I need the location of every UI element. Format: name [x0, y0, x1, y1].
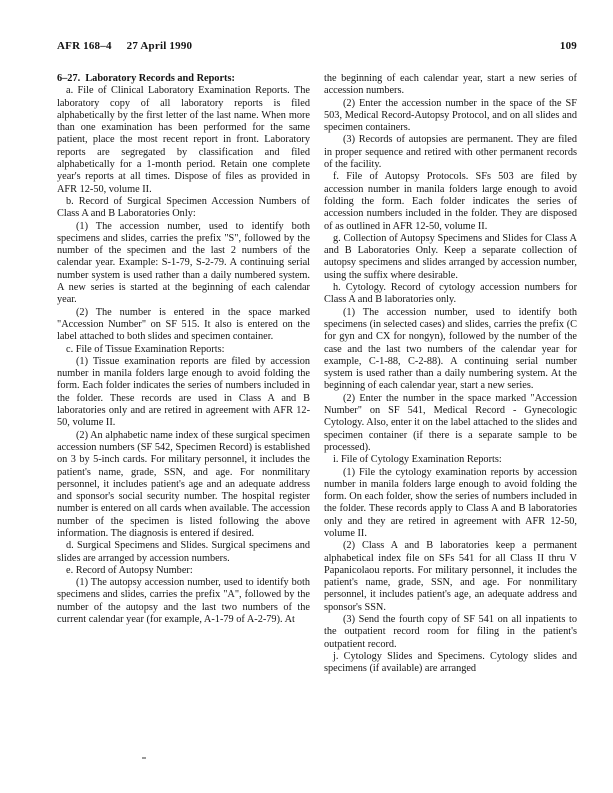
scan-artifact	[142, 757, 146, 759]
paragraph: i. File of Cytology Examination Reports:	[333, 454, 502, 466]
section-heading: 6–27. Laboratory Records and Reports:	[57, 73, 235, 84]
paragraph: j. Cytology Slides and Specimens. Cytology slides and specimens (if available) are arranged	[324, 650, 577, 675]
left-column	[57, 73, 310, 676]
paragraph: (3) Send the fourth copy of SF 541 on all inpatients to the outpatient record room for filing in the patient's outpatient record.	[324, 614, 577, 650]
paragraph: (2) An alphabetic name index of these surgical specimen accession numbers (SF 542, Specimen Record) is established on 3 by 5-inch cards. For military personnel, it includes the patient's name, grade, SSN, and age. For nonmilitary personnel, it includes patient's age and an adequate address and sponsor's social security number. The hospital register number is entered on all cards when available. The accession number of the specimen is listed following the above information. The diagnosis is entered if desired.	[57, 429, 310, 539]
paragraph: the beginning of each calendar year, start a new series of accession numbers.	[324, 73, 577, 97]
paragraph: (3) Records of autopsies are permanent. They are filed in proper sequence and retired with other permanent records of the facility.	[324, 134, 577, 171]
paragraph: c. File of Tissue Examination Reports:	[66, 343, 225, 355]
paragraph: g. Collection of Autopsy Specimens and Slides for Class A and B Laboratories Only. Keep a separate collection of autopsy specimens and slides arranged by accession number, using the suffix where desirable.	[324, 232, 577, 281]
document-id: AFR 168–4	[57, 40, 112, 52]
paragraph: (1) The autopsy accession number, used to identify both specimens and slides, carries the prefix "A", followed by the number of the autopsy and the last two numbers of the current calendar year (for example, A-1-79 of A-2-79). At	[57, 577, 310, 626]
paragraph: (1) File the cytology examination reports by accession number in manila folders large enough to avoid folding the form. On each folder, show the series of numbers included in the folder. These records apply to Class A and B laboratories only and they are retired in agreement with AFR 12-50, volume II.	[324, 466, 577, 539]
document-date: 27 April 1990	[126, 40, 193, 52]
paragraph: (2) Class A and B laboratories keep a permanent alphabetical index file on SFs 541 for all Class II thru V Papanicolaou reports. For military personnel, it includes the patient's name, grade, SSN, and age. For nonmilitary personnel, it includes patient's age, an adequate address and sponsor's SSN.	[324, 540, 577, 613]
page-header	[57, 40, 577, 52]
paragraph: (2) Enter the number in the space marked "Accession Number" on SF 541, Medical Record - Gynecologic Cytology. Also, enter it on the label attached to the slides and specimen container (if there is a separate sample to be processed).	[324, 392, 577, 453]
two-column-body	[57, 73, 577, 676]
paragraph: (2) Enter the accession number in the space of the SF 503, Medical Record-Autopsy Protocol, and on all slides and specimen containers.	[324, 97, 577, 134]
paragraph: a. File of Clinical Laboratory Examination Reports. The laboratory copy of all laboratory reports is filed alphabetically by the first letter of the last name. When more than one examination has been performed for the same patient, place the most recent report in front. Laboratory reports are segregated by classification and filed alphabetically for a 1-month period. Retain one complete year's reports at all times. Dispose of files as provided in AFR 12-50, volume II.	[57, 85, 310, 195]
right-column	[324, 73, 577, 676]
paragraph: (1) The accession number, used to identify both specimens (in selected cases) and slides, carries the prefix (C for gyn and CX for nongyn), followed by the number of the case and the last two numbers of the calendar year for example, C-1-88, C-2-88). A continuing serial number system is used rather than a daily numbering system. At the beginning of each calendar year, start a new series.	[324, 306, 577, 392]
paragraph: h. Cytology. Record of cytology accession numbers for Class A and B laboratories only.	[324, 282, 577, 306]
page-number: 109	[559, 40, 577, 52]
paragraph: (1) Tissue examination reports are filed by accession number in manila folders large enough to avoid folding the form. Each folder indicates the series of numbers included in the folder. These records are used in Class A and B laboratories only and are retired in agreement with AFR 12-50, volume II.	[57, 355, 310, 429]
paragraph: b. Record of Surgical Specimen Accession Numbers of Class A and B Laboratories Only:	[57, 195, 310, 220]
paragraph: (1) The accession number, used to identify both specimens and slides, carries the prefix "S", followed by the number of the specimen and the last 2 numbers of the calendar year. Example: S-1-79, S-2-79. A continuing serial number system is used rather than a daily numbered system. A new series is started at the beginning of each calendar year.	[57, 220, 310, 306]
paragraph: f. File of Autopsy Protocols. SFs 503 are filed by accession number in manila folders large enough to avoid folding the form. Each folder indicates the series of accession numbers included in the folder. They are disposed of as outlined in AFR 12-50, volume II.	[324, 171, 577, 232]
paragraph: (2) The number is entered in the space marked "Accession Number" on SF 515. It also is entered on the label attached to both slides and specimen container.	[57, 306, 310, 343]
paragraph: e. Record of Autopsy Number:	[66, 564, 193, 576]
paragraph: d. Surgical Specimens and Slides. Surgical specimens and slides are arranged by accession numbers.	[57, 540, 310, 564]
